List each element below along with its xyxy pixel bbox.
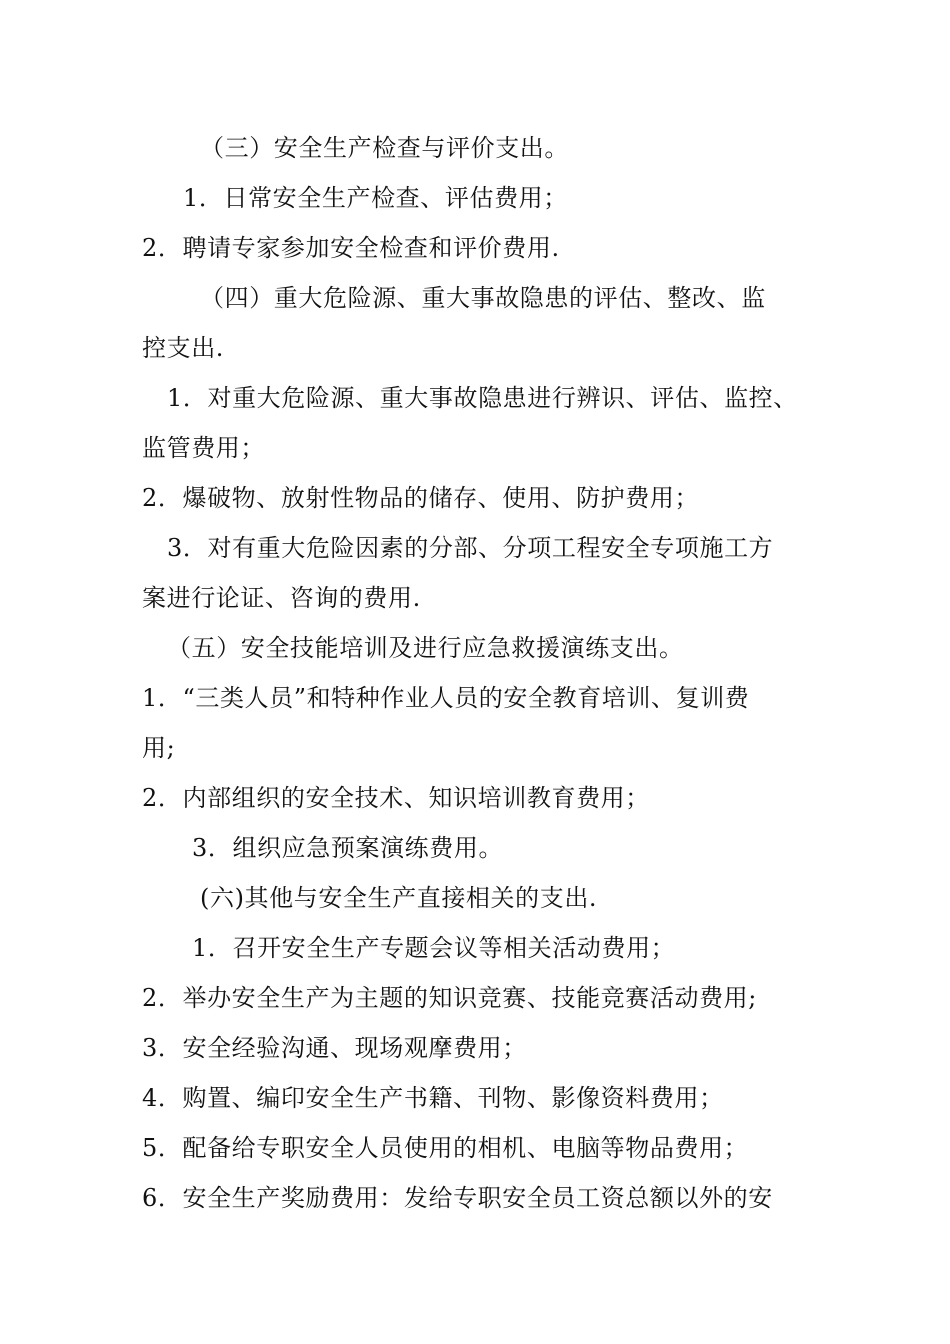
text-line: 3．对有重大危险因素的分部、分项工程安全专项施工方	[167, 534, 774, 562]
text-line: 案进行论证、咨询的费用.	[142, 584, 421, 612]
text-line: 4．购置、编印安全生产书籍、刊物、影像资料费用；	[142, 1084, 724, 1112]
text-line: 5．配备给专职安全人员使用的相机、电脑等物品费用；	[142, 1134, 749, 1162]
section-heading-6: (六)其他与安全生产直接相关的支出.	[200, 884, 598, 912]
section-heading-5: （五）安全技能培训及进行应急救援演练支出。	[167, 634, 684, 662]
text-line: 6．安全生产奖励费用：发给专职安全员工资总额以外的安	[142, 1184, 773, 1212]
text-line: 2．举办安全生产为主题的知识竞赛、技能竞赛活动费用;	[142, 984, 757, 1012]
text-line: 1．“三类人员”和特种作业人员的安全教育培训、复训费	[142, 684, 750, 712]
section-heading-3: （三）安全生产检查与评价支出。	[200, 134, 569, 162]
text-line: 2．爆破物、放射性物品的储存、使用、防护费用；	[142, 484, 700, 512]
text-line: 控支出.	[142, 334, 225, 362]
section-heading-4: （四）重大危险源、重大事故隐患的评估、整改、监	[200, 284, 766, 312]
text-line: 1．日常安全生产检查、评估费用；	[183, 184, 568, 212]
text-line: 用;	[142, 734, 176, 762]
text-line: 2．聘请专家参加安全检查和评价费用.	[142, 234, 560, 262]
text-line: 监管费用；	[142, 434, 265, 462]
text-line: 3．安全经验沟通、现场观摩费用；	[142, 1034, 527, 1062]
text-line: 2．内部组织的安全技术、知识培训教育费用；	[142, 784, 650, 812]
text-line: 3．组织应急预案演练费用。	[192, 834, 504, 862]
text-line: 1．对重大危险源、重大事故隐患进行辨识、评估、监控、	[167, 384, 798, 412]
text-line: 1．召开安全生产专题会议等相关活动费用；	[192, 934, 676, 962]
